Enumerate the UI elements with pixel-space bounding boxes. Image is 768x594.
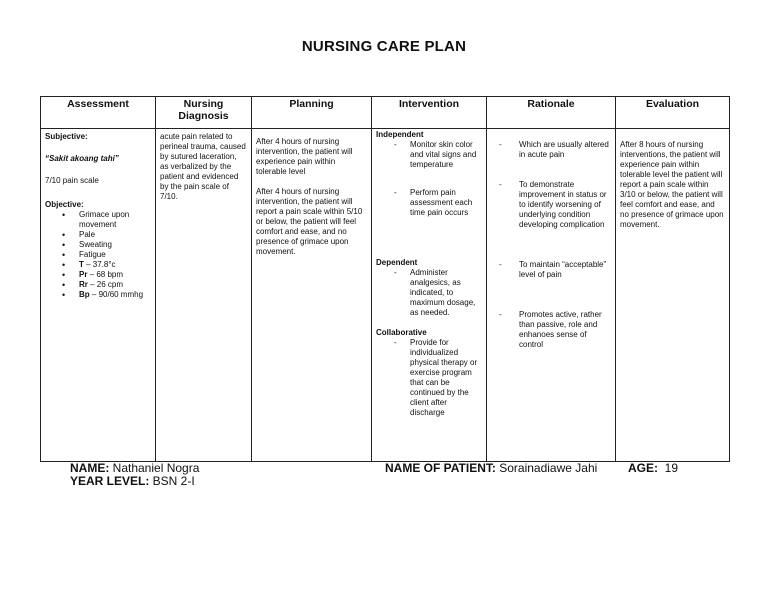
header-nursing-diagnosis (156, 97, 252, 129)
student-name: NAME: Nathaniel Nogra (70, 461, 200, 475)
planning-cell (252, 129, 372, 462)
rationale-cell (487, 129, 616, 462)
planning-goal-1: After 4 hours of nursing intervention, the patient will experience pain within tolerable level (256, 137, 353, 176)
objective-item: • Sweating (79, 240, 151, 250)
dependent-list (376, 268, 482, 318)
independent-label: Independent (376, 130, 424, 139)
header-nursing-diagnosis-line: Nursing (183, 98, 224, 110)
patient-name: NAME OF PATIENT: Sorainadiawe Jahi (385, 461, 598, 475)
header-evaluation: Evaluation (616, 97, 730, 129)
objective-item: • Pale (79, 230, 151, 240)
objective-item: • Bp – 90/60 mmhg (79, 290, 151, 300)
rationale-list (491, 140, 611, 350)
header-planning: Planning (252, 97, 372, 129)
diagnosis-cell: acute pain related to perineal trauma, caused by sutured laceration, as verbalized by the patient and evidenced by the pain scale of 7/10. (156, 129, 252, 462)
care-plan-table (40, 96, 730, 462)
header-assessment: Assessment (41, 97, 156, 129)
objective-list (45, 210, 151, 300)
rationale-item: - Which are usually altered in acute pain (491, 140, 611, 160)
year-level: YEAR LEVEL: BSN 2-I (70, 474, 195, 488)
objective-item: • Fatigue (79, 250, 151, 260)
objective-item: • Pr – 68 bpm (79, 270, 151, 280)
intervention-cell (372, 129, 487, 462)
intervention-item: - Provide for individualized physical therapy or exercise program that can be continued by the client after discharge (376, 338, 482, 418)
patient-age: AGE: 19 (628, 461, 679, 475)
intervention-item: - Perform pain assessment each time pain occurs (376, 188, 482, 218)
evaluation-cell: After 8 hours of nursing interventions, the patient will experience pain within tolerable level the patient will report a pain scale within 3/10 or below, the patient will feel comfort and ease, and no presence of grimace upon movement. (616, 129, 730, 462)
dependent-label: Dependent (376, 258, 418, 267)
assessment-cell (41, 129, 156, 462)
header-row (41, 97, 730, 129)
intervention-item: - Administer analgesics, as indicated, to maximum dosage, as needed. (376, 268, 482, 318)
planning-goal-2: After 4 hours of nursing intervention, the patient will report a pain scale within 5/10 or below, the patient will feel comfort and ease, and no presence of grimace upon movement. (256, 187, 363, 256)
collaborative-label: Collaborative (376, 328, 427, 337)
content-row (41, 129, 730, 462)
objective-item: • Grimace upon movement (79, 210, 151, 230)
header-intervention: Intervention (372, 97, 487, 129)
collaborative-list (376, 338, 482, 418)
objective-item: • T – 37.8°c (79, 260, 151, 270)
independent-list (376, 140, 482, 218)
pain-scale: 7/10 pain scale (45, 176, 99, 185)
subjective-label: Subjective: (45, 132, 88, 141)
objective-item: • Rr – 26 cpm (79, 280, 151, 290)
rationale-item: - To demonstrate improvement in status or to identify worsening of underlying condition developing complication (491, 180, 611, 230)
rationale-item: - Promotes active, rather than passive, role and enhanoes sense of control (491, 310, 611, 350)
header-nursing-diagnosis-line: Diagnosis (178, 110, 229, 122)
page-title: NURSING CARE PLAN (301, 38, 467, 55)
subjective-quote: “Sakit akoang tahi” (45, 154, 119, 163)
rationale-item: - To maintain “acceptable” level of pain (491, 260, 611, 280)
intervention-item: - Monitor skin color and vital signs and temperature (376, 140, 482, 170)
header-rationale: Rationale (487, 97, 616, 129)
objective-label: Objective: (45, 200, 84, 209)
